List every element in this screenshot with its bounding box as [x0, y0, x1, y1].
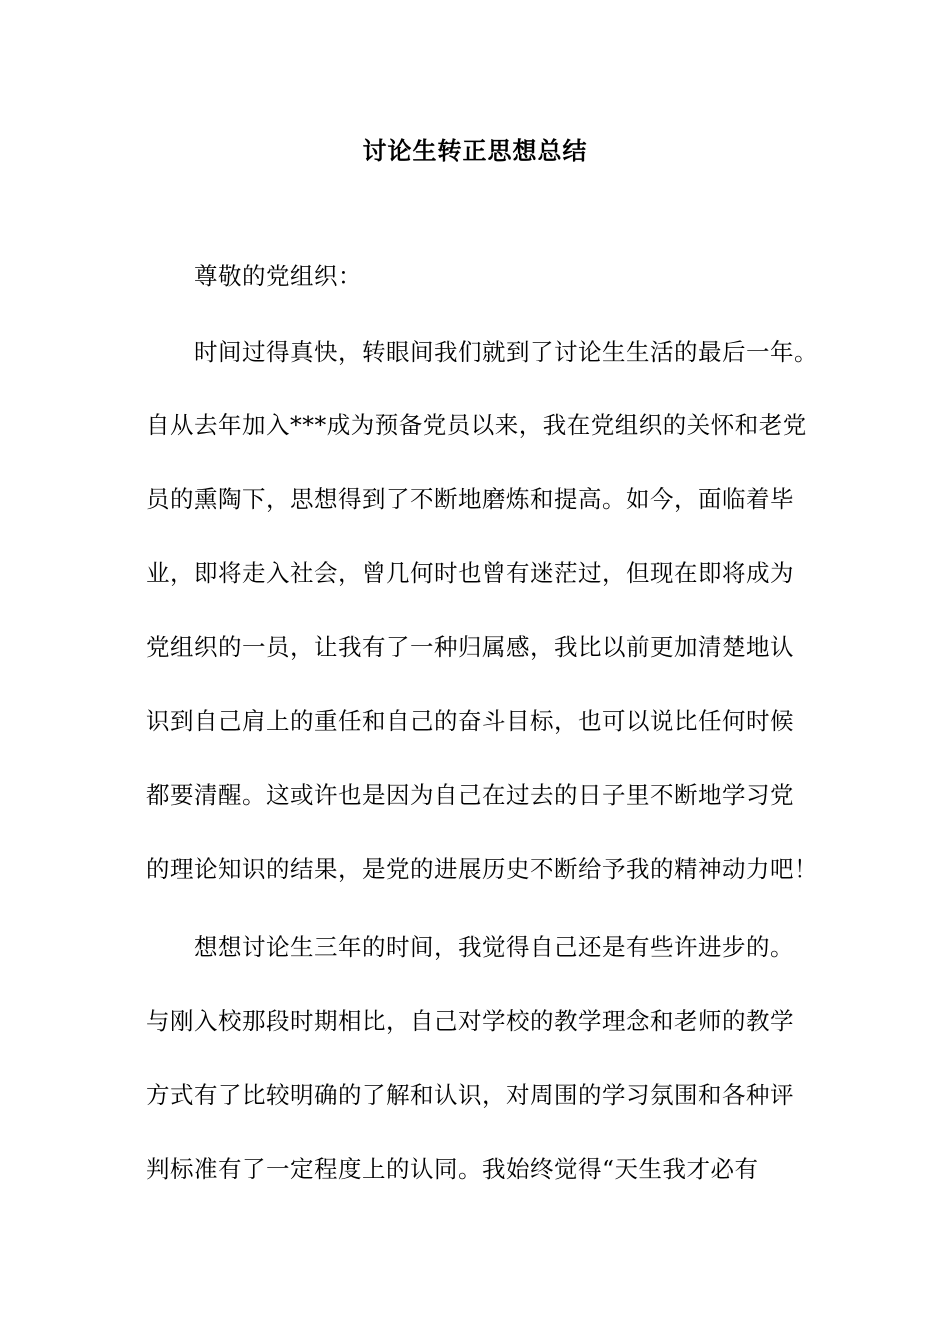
paragraph-line: 识到自己肩上的重任和自己的奋斗目标，也可以说比任何时候	[146, 707, 794, 735]
paragraph-line: 业，即将走入社会，曾几何时也曾有迷茫过，但现在即将成为	[146, 559, 794, 587]
paragraph-line: 党组织的一员，让我有了一种归属感，我比以前更加清楚地认	[146, 633, 794, 661]
paragraph-line: 时间过得真快，转眼间我们就到了讨论生生活的最后一年。	[194, 338, 818, 366]
document-title: 讨论生转正思想总结	[362, 136, 588, 165]
paragraph-line: 判标准有了一定程度上的认同。我始终觉得“天生我才必有	[146, 1155, 759, 1183]
paragraph-line: 都要清醒。这或许也是因为自己在过去的日子里不断地学习党	[146, 781, 794, 809]
salutation: 尊敬的党组织：	[194, 262, 362, 290]
paragraph-line: 员的熏陶下，思想得到了不断地磨炼和提高。如今，面临着毕	[146, 485, 794, 513]
paragraph-line: 方式有了比较明确的了解和认识，对周围的学习氛围和各种评	[146, 1081, 794, 1109]
paragraph-line: 想想讨论生三年的时间，我觉得自己还是有些许进步的。	[194, 933, 794, 961]
paragraph-line: 的理论知识的结果，是党的进展历史不断给予我的精神动力吧！	[146, 855, 818, 883]
paragraph-line: 与刚入校那段时期相比，自己对学校的教学理念和老师的教学	[146, 1007, 794, 1035]
paragraph-line: 自从去年加入***成为预备党员以来，我在党组织的关怀和老党	[146, 411, 807, 439]
